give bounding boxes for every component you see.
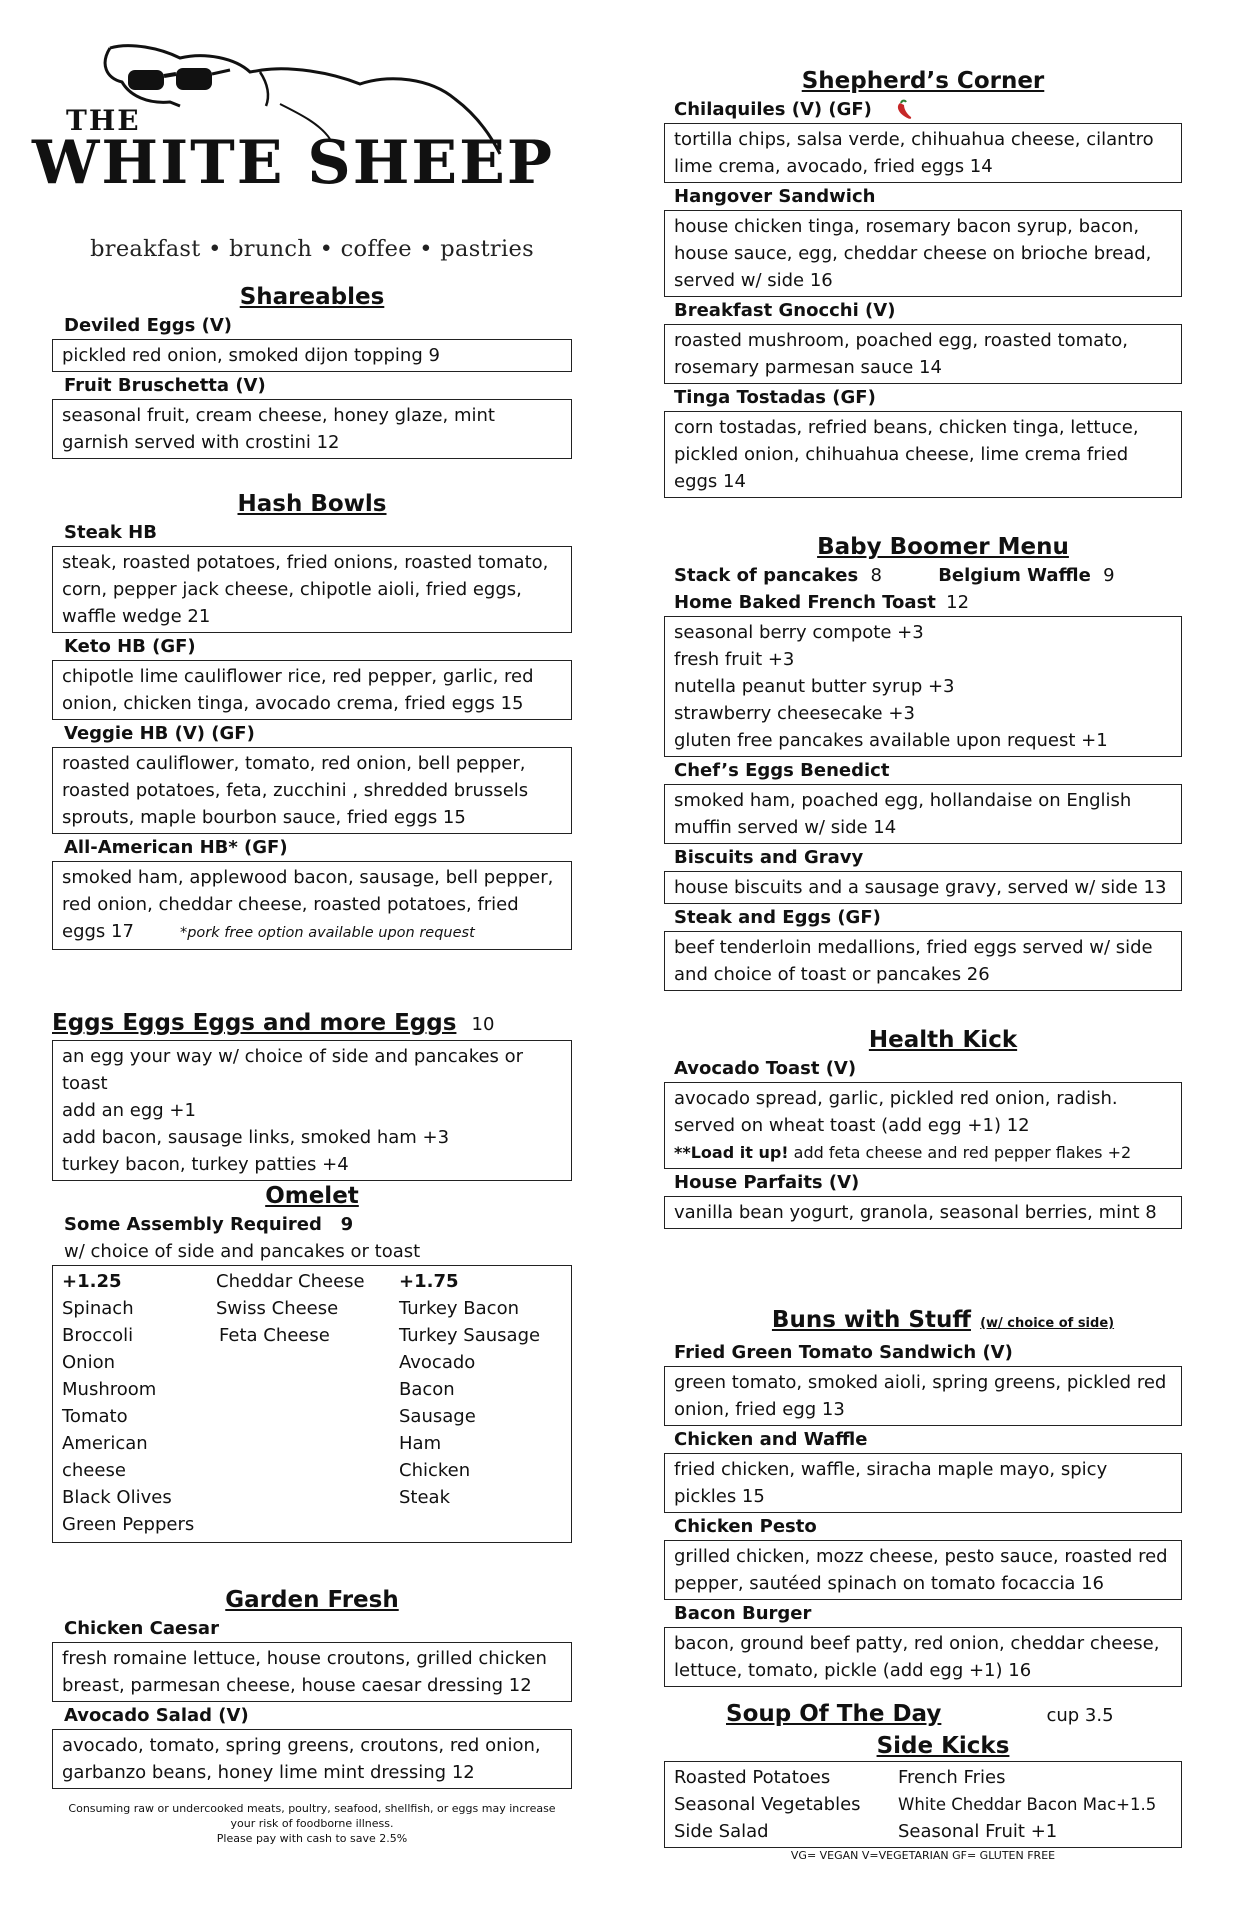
description-line: lettuce, tomato, pickle (add egg +1) 16 [674,1660,1032,1681]
load-it-up-label: **Load it up! [674,1143,789,1162]
waffle-price: 9 [1103,565,1115,586]
description-line: add bacon, sausage links, smoked ham +3 [62,1127,450,1148]
item-description [664,1196,1182,1229]
item-description [664,1082,1182,1169]
chili-pepper-icon [892,98,916,122]
omelet-options [52,1265,572,1543]
item-description [52,1642,572,1702]
toast-name: Home Baked French Toast [674,592,936,613]
item-description [664,324,1182,384]
garden-section [52,1585,572,1789]
item-name: House Parfaits (V) [674,1172,860,1193]
item-description [664,784,1182,844]
description-line: waffle wedge 21 [62,606,211,627]
description-line: house sauce, egg, cheddar cheese on brioche bread, [674,243,1152,264]
description-line: chipotle lime cauliflower rice, red pepper, garlic, red [62,666,534,687]
description-line: turkey bacon, turkey patties +4 [62,1154,349,1175]
omelet-col-3 [399,1268,540,1538]
description-line: served on wheat toast (add egg +1) 12 [674,1115,1030,1136]
description-line: smoked ham, poached egg, hollandaise on English [674,790,1132,811]
item-name: Breakfast Gnocchi (V) [674,300,896,321]
footnote-line: Please pay with cash to save 2.5% [216,1832,408,1845]
description-line [62,918,562,947]
item-name: Chef’s Eggs Benedict [674,760,890,781]
item-description [52,399,572,459]
description-line: fried chicken, waffle, siracha maple mayo, spicy [674,1459,1108,1480]
shepherd-title: Shepherd’s Corner [801,68,1045,94]
description-line: corn, pepper jack cheese, chipotle aioli, fried eggs, [62,579,522,600]
omelet-price-175: +1.75 [399,1271,459,1292]
right-column [664,66,1182,1864]
item-description [52,747,572,834]
item-name: Steak HB [64,522,157,543]
boomer-stack-row [664,562,1182,589]
omelet-option: American cheese [62,1433,148,1481]
description-line: steak, roasted potatoes, fried onions, roasted tomato, [62,552,549,573]
sides-col-left [674,1764,898,1845]
shareables-section [52,282,572,459]
omelet-option: Tomato [62,1406,128,1427]
topping-line: nutella peanut butter syrup +3 [674,676,955,697]
item-name: Deviled Eggs (V) [64,315,233,336]
omelet-option: Mushroom [62,1379,157,1400]
description-line: pepper, sautéed spinach on tomato focaccia 16 [674,1573,1105,1594]
hash-bowls-section [52,489,572,950]
item-description [664,1453,1182,1513]
description-line: lime crema, avocado, fried eggs 14 [674,156,993,177]
omelet-option: Swiss Cheese [216,1298,339,1319]
description-line: tortilla chips, salsa verde, chihuahua cheese, cilantro [674,129,1154,150]
eggs-section [52,1008,572,1181]
description-line: eggs 14 [674,471,746,492]
omelet-option: Cheddar Cheese [216,1271,365,1292]
omelet-option: Green Peppers [62,1514,195,1535]
item-description [664,1366,1182,1426]
item-name: Avocado Toast (V) [674,1058,857,1079]
logo-name: WHITE SHEEP [32,128,555,198]
eggs-price: 10 [471,1014,495,1035]
load-it-up-text: add feta cheese and red pepper flakes +2 [788,1143,1132,1162]
description-line: vanilla bean yogurt, granola, seasonal berries, mint 8 [674,1202,1157,1223]
description-line: red onion, cheddar cheese, roasted potatoes, fried [62,894,519,915]
eggs-description [52,1040,572,1181]
omelet-option: Feta Cheese [219,1325,330,1346]
description-line: an egg your way w/ choice of side and pancakes or [62,1046,524,1067]
toast-price: 12 [946,592,970,613]
item-description [52,1729,572,1789]
item-description [664,1627,1182,1687]
shepherd-section [664,66,1182,498]
omelet-option: Sausage [399,1406,476,1427]
item-description [52,339,572,372]
left-column [32,44,572,1846]
description-line: bacon, ground beef patty, red onion, cheddar cheese, [674,1633,1160,1654]
item-name: Fruit Bruschetta (V) [64,375,266,396]
omelet-price-125: +1.25 [62,1271,122,1292]
soup-title: Soup Of The Day [726,1701,942,1727]
description-line: seasonal fruit, cream cheese, honey glaze, mint [62,405,495,426]
soup-row [664,1699,1182,1731]
description-line: onion, fried egg 13 [674,1399,845,1420]
side-item: French Fries [898,1767,1006,1788]
waffle-name: Belgium Waffle [938,565,1091,586]
stack-name: Stack of pancakes [674,565,859,586]
description-line: sprouts, maple bourbon sauce, fried eggs 15 [62,807,466,828]
footnote-line: your risk of foodborne illness. [230,1817,394,1830]
footnote-line: Consuming raw or undercooked meats, poultry, seafood, shellfish, or eggs may increase [68,1802,556,1815]
topping-line: strawberry cheesecake +3 [674,703,915,724]
side-item: Roasted Potatoes [674,1767,831,1788]
description-line: onion, chicken tinga, avocado crema, fried eggs 15 [62,693,524,714]
description-line: toast [62,1073,108,1094]
side-item: White Cheddar Bacon Mac+1.5 [898,1795,1157,1814]
sides-col-right [898,1764,1156,1845]
omelet-option: Steak [399,1487,451,1508]
omelet-col-1 [62,1268,216,1538]
description-line: garnish served with crostini 12 [62,432,340,453]
description-line: muffin served w/ side 14 [674,817,897,838]
buns-title: Buns with Stuff [771,1307,971,1333]
description-line: green tomato, smoked aioli, spring greens, pickled red [674,1372,1167,1393]
item-name: Tinga Tostadas (GF) [674,387,876,408]
hash-bowls-title: Hash Bowls [237,491,387,517]
description-line: roasted potatoes, feta, zucchini , shredded brussels [62,780,529,801]
eggs-title: Eggs Eggs Eggs and more Eggs [52,1010,457,1036]
item-name: Hangover Sandwich [674,186,876,207]
health-title: Health Kick [868,1027,1018,1053]
omelet-option: Avocado [399,1352,476,1373]
description-line: avocado, tomato, spring greens, croutons, red onion, [62,1735,541,1756]
sides-box [664,1761,1182,1848]
item-name: Chicken and Waffle [674,1429,868,1450]
omelet-name: Some Assembly Required 9 [64,1214,354,1235]
item-description [664,871,1182,904]
description-line: pickled red onion, smoked dijon topping 9 [62,345,440,366]
topping-line: gluten free pancakes available upon request +1 [674,730,1108,751]
topping-line: seasonal berry compote +3 [674,622,924,643]
omelet-section [52,1181,572,1543]
description-line: smoked ham, applewood bacon, sausage, bell pepper, [62,867,554,888]
health-section [664,1025,1182,1229]
description-line: rosemary parmesan sauce 14 [674,357,942,378]
omelet-option: Turkey Sausage [399,1325,541,1346]
item-description [52,660,572,720]
item-name-text: Chilaquiles (V) (GF) [674,99,872,120]
description-line: garbanzo beans, honey lime mint dressing 12 [62,1762,475,1783]
side-item: Seasonal Vegetables [674,1794,861,1815]
logo-the: THE [66,104,141,137]
omelet-option: Chicken [399,1460,471,1481]
buns-title-note: (w/ choice of side) [980,1316,1115,1331]
description-line: fresh romaine lettuce, house croutons, grilled chicken [62,1648,547,1669]
description-line: pickled onion, chihuahua cheese, lime crema fried [674,444,1129,465]
description-line: roasted cauliflower, tomato, red onion, bell pepper, [62,753,526,774]
item-description [52,546,572,633]
side-item: Side Salad [674,1821,769,1842]
item-description [664,411,1182,498]
item-name: Fried Green Tomato Sandwich (V) [674,1342,1013,1363]
buns-section [664,1305,1182,1687]
description-line: pickles 15 [674,1486,765,1507]
item-name: Chicken Caesar [64,1618,219,1639]
item-name [664,96,1182,123]
description-line: and choice of toast or pancakes 26 [674,964,990,985]
load-it-up-line [674,1139,1172,1166]
omelet-title: Omelet [265,1183,359,1209]
item-description [664,931,1182,991]
garden-title: Garden Fresh [225,1587,399,1613]
item-name: Veggie HB (V) (GF) [64,723,255,744]
topping-line: fresh fruit +3 [674,649,795,670]
omelet-option: Spinach [62,1298,134,1319]
description-line: grilled chicken, mozz cheese, pesto sauce, roasted red [674,1546,1168,1567]
item-description [664,210,1182,297]
omelet-option: Ham [399,1433,442,1454]
boomer-title: Baby Boomer Menu [817,534,1069,560]
description-line: served w/ side 16 [674,270,833,291]
item-description [664,1540,1182,1600]
omelet-option: Turkey Bacon [399,1298,519,1319]
item-name: All-American HB* (GF) [64,837,288,858]
item-name: Biscuits and Gravy [674,847,864,868]
sides-section [664,1731,1182,1864]
item-name: Keto HB (GF) [64,636,196,657]
side-item: Seasonal Fruit +1 [898,1821,1058,1842]
stack-price: 8 [870,565,882,586]
item-description [52,861,572,950]
description-line: house biscuits and a sausage gravy, served w/ side 13 [674,877,1167,898]
item-name: Avocado Salad (V) [64,1705,249,1726]
tagline: breakfast • brunch • coffee • pastries [90,236,534,262]
item-name: Bacon Burger [674,1603,812,1624]
footnote [52,1801,572,1846]
item-name: Steak and Eggs (GF) [674,907,881,928]
logo [32,44,572,262]
item-name: Chicken Pesto [674,1516,817,1537]
diet-legend: VG= VEGAN V=VEGETARIAN GF= GLUTEN FREE [790,1849,1056,1862]
omelet-option: Black Olives [62,1487,172,1508]
omelet-option: Onion [62,1352,115,1373]
description-line: breast, parmesan cheese, house caesar dressing 12 [62,1675,532,1696]
description-line: beef tenderloin medallions, fried eggs served w/ side [674,937,1153,958]
boomer-toast-row [664,589,1182,616]
omelet-option: Bacon [399,1379,455,1400]
omelet-option: Broccoli [62,1325,134,1346]
description-line: roasted mushroom, poached egg, roasted tomato, [674,330,1128,351]
soup-price: cup 3.5 [1046,1705,1114,1726]
description-line: avocado spread, garlic, pickled red onion, radish. [674,1088,1118,1109]
pork-free-note: *pork free option available upon request [179,925,475,941]
item-description [664,123,1182,183]
shareables-title: Shareables [239,284,385,310]
description-line: add an egg +1 [62,1100,196,1121]
description-line: corn tostadas, refried beans, chicken tinga, lettuce, [674,417,1139,438]
description-last: eggs 17 [62,921,134,942]
description-line: house chicken tinga, rosemary bacon syrup, bacon, [674,216,1140,237]
eggs-heading [52,1008,572,1040]
toppings-box [664,616,1182,757]
omelet-col-2 [216,1268,399,1538]
sides-title: Side Kicks [876,1733,1010,1759]
boomer-section [664,532,1182,991]
omelet-subtitle: w/ choice of side and pancakes or toast [64,1241,421,1262]
buns-heading [664,1305,1182,1339]
